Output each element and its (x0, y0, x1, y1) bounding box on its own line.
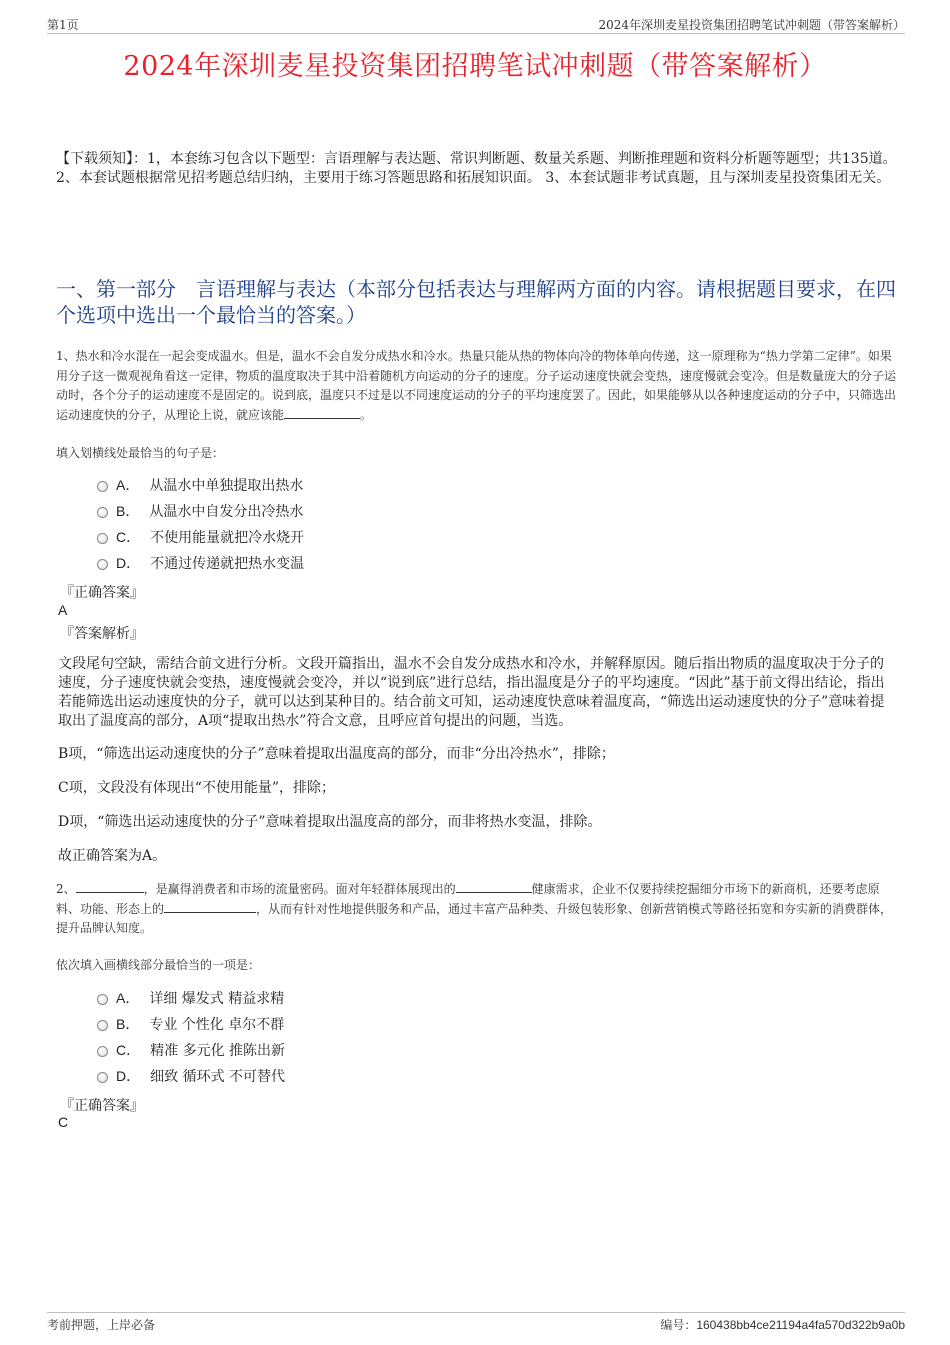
answer-blank (164, 900, 256, 913)
document-title: 2024年深圳麦星投资集团招聘笔试冲刺题（带答案解析） (123, 51, 827, 82)
option-letter: C． (116, 529, 141, 545)
radio-icon[interactable] (97, 994, 108, 1005)
question-1-prompt: 填入划横线处最恰当的句子是： (56, 446, 225, 460)
q2-option-c[interactable] (97, 1040, 285, 1060)
footer-slogan: 考前押题，上岸必备 (47, 1318, 156, 1332)
q2-answer-label: 『正确答案』 (60, 1098, 144, 1114)
q2-answer: C (58, 1114, 69, 1130)
radio-icon[interactable] (97, 1046, 108, 1057)
q2-option-b[interactable] (97, 1014, 284, 1034)
q1-analysis-c: C项，文段没有体现出“不使用能量”，排除； (58, 780, 336, 796)
option-text: 不通过传递就把热水变温 (150, 556, 305, 572)
answer-blank (76, 880, 144, 893)
radio-icon[interactable] (97, 1020, 108, 1031)
q1-answer-label: 『正确答案』 (60, 585, 144, 601)
question-2-part2: 健康需求，企业不仅要持续挖掘细分市场下的新商机，还要考虑原料、功能、形态上的 (56, 882, 880, 916)
footer-code (660, 1316, 905, 1333)
q2-option-d[interactable] (97, 1066, 285, 1086)
option-text: 细致 循环式 不可替代 (150, 1069, 286, 1085)
answer-blank (456, 880, 532, 893)
question-1-stem-end: 。 (360, 407, 373, 422)
option-text: 从温水中单独提取出热水 (149, 478, 304, 494)
q2-option-a[interactable] (97, 988, 284, 1008)
option-text: 精准 多元化 推陈出新 (150, 1043, 286, 1059)
question-2-prompt: 依次填入画横线部分最恰当的一项是： (56, 958, 261, 972)
radio-icon[interactable] (97, 1072, 108, 1083)
q1-analysis-label: 『答案解析』 (60, 626, 144, 642)
question-2-number: 2、 (56, 882, 76, 896)
q1-analysis-b: B项，“筛选出运动速度快的分子”意味着提取出温度高的部分，而非“分出冷热水”，排除； (58, 746, 615, 762)
q1-analysis-main: 文段尾句空缺，需结合前文进行分析。文段开篇指出，温水不会自发分成热水和冷水，并解释原因。随后指出物质的温度取决于分子的速度，分子速度快就会变热，速度慢就会变冷，并以“说到底”进行总结，指出温度是分子的平均速度。“因此”基于前文得出结论，指出若能筛选出运动速度快的分子，就可以达到某种目的。结合前文可知，运动速度快意味着温度高，“筛选出运动速度快的分子”意味着提取出了温度高的部分，A项“提取出热水”符合文意，且呼应首句提出的问题，当选。 (58, 656, 885, 729)
section-title: 一、第一部分 言语理解与表达（本部分包括表达与理解两方面的内容。请根据题目要求，在四个选项中选出一个最恰当的答案。） (56, 277, 896, 327)
page-header (47, 15, 905, 34)
q1-option-b[interactable] (97, 501, 303, 521)
radio-icon[interactable] (97, 533, 108, 544)
option-letter: A． (116, 477, 140, 493)
footer-code-label: 编号： (660, 1318, 697, 1332)
page-number: 第1页 (47, 18, 79, 32)
header-doc-title: 2024年深圳麦星投资集团招聘笔试冲刺题（带答案解析） (598, 18, 905, 32)
question-2-stem (56, 880, 896, 939)
footer-code-value: 160438bb4ce21194a4fa570d322b9a0b (696, 1318, 905, 1332)
radio-icon[interactable] (97, 481, 108, 492)
option-letter: B． (116, 503, 140, 519)
q1-conclusion: 故正确答案为A。 (58, 848, 167, 864)
option-letter: C． (116, 1042, 141, 1058)
question-1-stem (56, 347, 896, 425)
q1-analysis-d: D项，“筛选出运动速度快的分子”意味着提取出温度高的部分，而非将热水变温，排除。 (58, 814, 602, 830)
radio-icon[interactable] (97, 507, 108, 518)
q1-answer: A (58, 602, 68, 618)
q1-option-c[interactable] (97, 527, 304, 547)
option-text: 详细 爆发式 精益求精 (149, 991, 285, 1007)
option-text: 从温水中自发分出冷热水 (149, 504, 304, 520)
option-letter: D． (116, 1068, 141, 1084)
answer-blank (284, 406, 360, 419)
question-1-text: 1、热水和冷水混在一起会变成温水。但是，温水不会自发分成热水和冷水。热量只能从热的物体向冷的物体单向传递，这一原理称为“热力学第二定律”。如果用分子这一微观视角看这一定律，物质的温度取决于其中沿着随机方向运动的分子的速度。分子运动速度快就会变热，速度慢就会变冷。但是数量庞大的分子运动时，各个分子的运动速度不是固定的。说到底，温度只不过是以不同速度运动的分子的平均速度罢了。因此，如果能够从以各种速度运动的分子中，只筛选出运动速度快的分子，从理论上说，就应该能 (56, 349, 897, 422)
q1-option-a[interactable] (97, 475, 303, 495)
option-letter: D． (116, 555, 141, 571)
download-notice: 【下载须知】：1，本套练习包含以下题型：言语理解与表达题、常识判断题、数量关系题、判断推理题和资料分析题等题型；共135道。 2、本套试题根据常见招考题总结归纳，主要用于练习答题思路和拓展知识面。 3、本套试题非考试真题，且与深圳麦星投资集团无关。 (56, 151, 897, 186)
option-text: 不使用能量就把冷水烧开 (150, 530, 305, 546)
q1-option-d[interactable] (97, 553, 304, 573)
question-2-part3: ，从而有针对性地提供服务和产品，通过丰富产品种类、升级包装形象、创新营销模式等路径拓宽和夯实新的消费群体，提升品牌认知度。 (56, 901, 893, 935)
option-text: 专业 个性化 卓尔不群 (149, 1017, 285, 1033)
page-footer (47, 1312, 905, 1333)
question-2-part1: ，是赢得消费者和市场的流量密码。面对年轻群体展现出的 (143, 882, 456, 896)
option-letter: B． (116, 1016, 140, 1032)
radio-icon[interactable] (97, 559, 108, 570)
option-letter: A． (116, 990, 140, 1006)
